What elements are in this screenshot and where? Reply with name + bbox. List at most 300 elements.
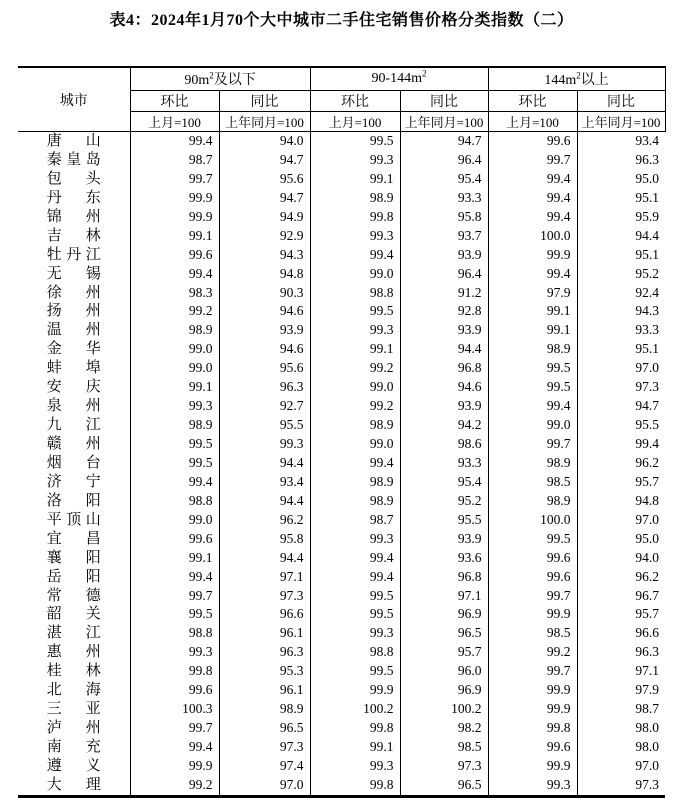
city-name-text: 泸州 (46, 720, 101, 737)
index-value: 99.5 (310, 605, 400, 624)
index-value: 98.8 (130, 492, 219, 511)
city-name-text: 惠州 (46, 644, 101, 661)
group-header-144-above-suffix: 以上 (580, 73, 609, 88)
superscript-2: 2 (422, 68, 427, 79)
city-name-text: 襄阳 (46, 549, 101, 566)
index-value: 99.6 (130, 681, 219, 700)
index-value: 99.0 (310, 435, 400, 454)
table-row (18, 151, 665, 170)
index-value: 96.2 (577, 568, 665, 587)
table-row (18, 170, 665, 189)
index-value: 95.2 (577, 265, 665, 284)
superscript-2: 2 (209, 70, 214, 81)
index-value: 94.2 (400, 416, 488, 435)
index-value: 99.0 (130, 359, 219, 378)
city-name-text: 牡丹江 (46, 246, 101, 263)
city-name-text: 温州 (46, 322, 101, 339)
index-value: 98.7 (310, 511, 400, 530)
index-value: 99.6 (488, 549, 577, 568)
city-name-text: 平顶山 (46, 511, 101, 528)
index-value: 96.8 (400, 568, 488, 587)
index-value: 97.1 (219, 568, 310, 587)
index-value: 99.7 (130, 587, 219, 606)
index-value: 99.0 (310, 378, 400, 397)
city-name-text: 常德 (46, 587, 101, 604)
index-value: 98.9 (130, 416, 219, 435)
table-row (18, 284, 665, 303)
city-name (18, 151, 130, 170)
table-row (18, 359, 665, 378)
index-value: 98.9 (310, 473, 400, 492)
index-value: 96.1 (219, 624, 310, 643)
base-mom-144-above: 上月=100 (488, 112, 577, 132)
index-value: 94.8 (577, 492, 665, 511)
index-value: 99.7 (488, 435, 577, 454)
index-value: 94.4 (577, 227, 665, 246)
table-row (18, 473, 665, 492)
index-value: 95.5 (219, 416, 310, 435)
index-value: 98.8 (130, 624, 219, 643)
group-header-90-and-below-suffix: 及以下 (213, 73, 256, 88)
index-value: 95.7 (577, 473, 665, 492)
city-name-text: 烟台 (46, 454, 101, 471)
index-value: 99.8 (310, 208, 400, 227)
index-value: 98.5 (488, 473, 577, 492)
table-row (18, 208, 665, 227)
index-value: 100.2 (400, 700, 488, 719)
table-row (18, 511, 665, 530)
index-value: 99.4 (130, 738, 219, 757)
city-name-text: 湛江 (46, 625, 101, 642)
index-value: 95.8 (219, 530, 310, 549)
index-value: 91.2 (400, 284, 488, 303)
index-value: 98.8 (310, 284, 400, 303)
city-name-text: 丹东 (46, 189, 101, 206)
table-row (18, 302, 665, 321)
page-title: 表4：2024年1月70个大中城市二手住宅销售价格分类指数（二） (109, 12, 574, 29)
city-name (18, 246, 130, 265)
index-value: 96.6 (577, 624, 665, 643)
city-name-text: 秦皇岛 (46, 151, 101, 168)
group-header-90-144-text: 90-144m (371, 71, 423, 86)
city-name (18, 284, 130, 303)
index-value: 94.0 (577, 549, 665, 568)
index-value: 94.6 (219, 340, 310, 359)
index-value: 99.6 (130, 530, 219, 549)
index-value: 99.0 (130, 511, 219, 530)
index-value: 99.3 (310, 530, 400, 549)
index-value: 97.4 (219, 757, 310, 776)
index-value: 93.3 (577, 321, 665, 340)
group-header-90-and-below-text: 90m (184, 73, 210, 88)
index-value: 99.7 (130, 170, 219, 189)
table-row (18, 492, 665, 511)
city-name (18, 265, 130, 284)
index-value: 99.3 (310, 757, 400, 776)
index-value: 93.3 (400, 454, 488, 473)
table-row (18, 738, 665, 757)
subheader-yoy-90-144: 同比 (400, 91, 488, 112)
index-value: 99.4 (488, 208, 577, 227)
city-name (18, 681, 130, 700)
index-value: 98.5 (488, 624, 577, 643)
index-value: 95.2 (400, 492, 488, 511)
index-value: 99.1 (488, 321, 577, 340)
city-name-text: 北海 (46, 682, 101, 699)
index-value: 94.7 (219, 151, 310, 170)
city-name (18, 227, 130, 246)
index-value: 99.5 (130, 435, 219, 454)
index-value: 99.7 (130, 719, 219, 738)
table-row (18, 227, 665, 246)
index-value: 94.4 (219, 549, 310, 568)
city-name (18, 530, 130, 549)
index-value: 99.9 (488, 757, 577, 776)
index-value: 97.3 (219, 587, 310, 606)
subheader-mom-144-above: 环比 (488, 91, 577, 112)
city-name (18, 359, 130, 378)
city-name-text: 无锡 (46, 265, 101, 282)
city-name (18, 776, 130, 796)
city-name (18, 511, 130, 530)
index-value: 93.4 (219, 473, 310, 492)
city-name (18, 624, 130, 643)
index-value: 97.3 (577, 378, 665, 397)
index-value: 96.7 (577, 587, 665, 606)
city-name-text: 包头 (46, 170, 101, 187)
city-name-text: 三亚 (46, 701, 101, 718)
city-name (18, 587, 130, 606)
index-value: 94.6 (219, 302, 310, 321)
group-header-90-and-below (130, 67, 310, 91)
index-value: 94.6 (400, 378, 488, 397)
city-name-text: 九江 (46, 417, 101, 434)
table-row (18, 340, 665, 359)
index-value: 99.0 (310, 265, 400, 284)
index-value: 97.9 (488, 284, 577, 303)
index-value: 98.9 (310, 189, 400, 208)
index-value: 99.9 (488, 700, 577, 719)
column-header-city: 城市 (18, 67, 130, 132)
index-value: 99.9 (488, 681, 577, 700)
index-value: 99.2 (488, 643, 577, 662)
index-value: 94.7 (400, 132, 488, 151)
index-value: 94.4 (400, 340, 488, 359)
index-value: 96.3 (577, 643, 665, 662)
city-name (18, 340, 130, 359)
index-value: 93.9 (400, 397, 488, 416)
city-name (18, 757, 130, 776)
index-value: 98.0 (577, 738, 665, 757)
index-value: 93.9 (219, 321, 310, 340)
index-value: 94.8 (219, 265, 310, 284)
index-value: 97.3 (400, 757, 488, 776)
index-value: 99.3 (488, 776, 577, 796)
index-value: 99.3 (310, 151, 400, 170)
table-row (18, 587, 665, 606)
city-name (18, 170, 130, 189)
index-value: 98.9 (488, 492, 577, 511)
index-value: 95.5 (577, 416, 665, 435)
index-value: 99.5 (130, 454, 219, 473)
index-value: 94.4 (219, 454, 310, 473)
index-value: 98.7 (130, 151, 219, 170)
index-value: 97.9 (577, 681, 665, 700)
city-name-text: 赣州 (46, 436, 101, 452)
index-value: 99.0 (130, 340, 219, 359)
city-name (18, 662, 130, 681)
table-row (18, 549, 665, 568)
index-value: 99.2 (130, 302, 219, 321)
index-value: 93.9 (400, 530, 488, 549)
index-value: 98.3 (130, 284, 219, 303)
index-value: 99.4 (310, 568, 400, 587)
index-value: 100.0 (488, 511, 577, 530)
index-value: 99.1 (130, 227, 219, 246)
index-value: 95.7 (400, 643, 488, 662)
index-value: 95.6 (219, 170, 310, 189)
table-row (18, 605, 665, 624)
index-value: 99.4 (130, 473, 219, 492)
index-value: 99.2 (130, 776, 219, 796)
index-value: 97.0 (219, 776, 310, 796)
index-value: 99.5 (488, 359, 577, 378)
index-value: 93.6 (400, 549, 488, 568)
index-value: 99.4 (577, 435, 665, 454)
index-value: 95.1 (577, 340, 665, 359)
base-yoy-90-144: 上年同月=100 (400, 112, 488, 132)
index-value: 99.6 (488, 738, 577, 757)
index-value: 99.5 (310, 662, 400, 681)
index-value: 93.4 (577, 132, 665, 151)
index-value: 97.0 (577, 511, 665, 530)
base-mom-90-below: 上月=100 (130, 112, 219, 132)
index-value: 99.8 (130, 662, 219, 681)
index-value: 99.6 (488, 568, 577, 587)
table-body (18, 132, 665, 797)
index-value: 99.3 (310, 624, 400, 643)
index-value: 92.4 (577, 284, 665, 303)
table-row (18, 435, 665, 454)
index-value: 99.8 (310, 776, 400, 796)
index-value: 97.0 (577, 757, 665, 776)
city-name (18, 738, 130, 757)
table-row (18, 321, 665, 340)
index-value: 93.3 (400, 189, 488, 208)
city-name-text: 岳阳 (46, 568, 101, 585)
city-name (18, 435, 130, 454)
city-name (18, 378, 130, 397)
city-name (18, 208, 130, 227)
index-value: 99.9 (130, 189, 219, 208)
city-name-text: 安庆 (46, 379, 101, 396)
index-value: 99.2 (310, 359, 400, 378)
index-value: 99.4 (488, 265, 577, 284)
index-value: 98.9 (488, 340, 577, 359)
index-value: 92.8 (400, 302, 488, 321)
table-row (18, 397, 665, 416)
city-name (18, 473, 130, 492)
index-value: 99.2 (310, 397, 400, 416)
index-value: 95.1 (577, 246, 665, 265)
city-name (18, 549, 130, 568)
city-name (18, 132, 130, 151)
index-value: 98.9 (310, 492, 400, 511)
city-name-text: 徐州 (46, 284, 101, 301)
index-value: 98.8 (310, 643, 400, 662)
index-value: 99.4 (310, 246, 400, 265)
index-value: 100.3 (130, 700, 219, 719)
table-row (18, 530, 665, 549)
index-value: 98.9 (219, 700, 310, 719)
index-value: 99.8 (488, 719, 577, 738)
index-value: 99.0 (488, 416, 577, 435)
index-value: 98.6 (400, 435, 488, 454)
city-name-text: 泉州 (46, 398, 101, 415)
index-value: 99.3 (310, 227, 400, 246)
table-row (18, 132, 665, 151)
index-value: 99.4 (130, 568, 219, 587)
index-value: 96.8 (400, 359, 488, 378)
city-name (18, 302, 130, 321)
superscript-2: 2 (576, 70, 581, 81)
index-value: 99.4 (488, 397, 577, 416)
index-value: 99.4 (130, 265, 219, 284)
index-value: 99.9 (310, 681, 400, 700)
index-value: 99.7 (488, 151, 577, 170)
index-value: 99.1 (130, 378, 219, 397)
subheader-yoy-144-above: 同比 (577, 91, 665, 112)
index-value: 95.3 (219, 662, 310, 681)
index-value: 95.0 (577, 170, 665, 189)
index-value: 98.0 (577, 719, 665, 738)
index-value: 94.7 (577, 397, 665, 416)
subheader-mom-90-144: 环比 (310, 91, 400, 112)
index-value: 98.2 (400, 719, 488, 738)
table-row (18, 643, 665, 662)
index-value: 95.5 (400, 511, 488, 530)
city-name (18, 397, 130, 416)
city-name (18, 568, 130, 587)
city-name-text: 遵义 (46, 757, 101, 774)
index-value: 93.7 (400, 227, 488, 246)
index-value: 99.5 (310, 302, 400, 321)
index-value: 96.9 (400, 605, 488, 624)
index-value: 92.9 (219, 227, 310, 246)
group-header-144-above (488, 67, 665, 91)
index-value: 95.4 (400, 473, 488, 492)
table-row (18, 246, 665, 265)
index-value: 98.9 (488, 454, 577, 473)
table-header (18, 67, 665, 132)
index-value: 96.3 (219, 643, 310, 662)
index-value: 96.4 (400, 151, 488, 170)
city-name (18, 189, 130, 208)
city-name (18, 454, 130, 473)
index-value: 95.7 (577, 605, 665, 624)
index-value: 99.9 (488, 605, 577, 624)
index-value: 96.5 (400, 776, 488, 796)
index-value: 99.4 (488, 189, 577, 208)
table-row (18, 378, 665, 397)
index-value: 96.1 (219, 681, 310, 700)
index-value: 99.3 (219, 435, 310, 454)
index-value: 96.5 (219, 719, 310, 738)
base-mom-90-144: 上月=100 (310, 112, 400, 132)
index-value: 99.5 (310, 132, 400, 151)
index-value: 99.5 (488, 530, 577, 549)
index-value: 94.7 (219, 189, 310, 208)
city-name (18, 719, 130, 738)
index-value: 93.9 (400, 321, 488, 340)
city-name-text: 扬州 (46, 303, 101, 320)
index-value: 99.3 (130, 643, 219, 662)
index-value: 99.6 (130, 246, 219, 265)
index-value: 99.3 (310, 321, 400, 340)
city-name (18, 416, 130, 435)
index-value: 96.4 (400, 265, 488, 284)
index-value: 99.1 (130, 549, 219, 568)
table-row (18, 454, 665, 473)
index-value: 99.1 (488, 302, 577, 321)
index-value: 100.0 (488, 227, 577, 246)
base-yoy-90-below: 上年同月=100 (219, 112, 310, 132)
index-value: 95.0 (577, 530, 665, 549)
index-value: 99.4 (130, 132, 219, 151)
index-value: 93.9 (400, 246, 488, 265)
city-name-text: 大理 (46, 776, 101, 793)
index-value: 96.9 (400, 681, 488, 700)
city-name-text: 蚌埠 (46, 360, 101, 377)
city-name (18, 605, 130, 624)
index-value: 96.5 (400, 624, 488, 643)
index-value: 99.9 (130, 757, 219, 776)
table-row (18, 416, 665, 435)
index-value: 95.6 (219, 359, 310, 378)
index-value: 95.4 (400, 170, 488, 189)
city-name-text: 锦州 (46, 208, 101, 225)
index-value: 96.2 (577, 454, 665, 473)
subheader-mom-90-below: 环比 (130, 91, 219, 112)
index-value: 99.5 (310, 587, 400, 606)
index-value: 97.3 (577, 776, 665, 796)
index-value: 99.5 (488, 378, 577, 397)
index-value: 98.5 (400, 738, 488, 757)
index-value: 99.9 (488, 246, 577, 265)
city-name-text: 吉林 (46, 227, 101, 244)
city-name (18, 700, 130, 719)
index-value: 95.8 (400, 208, 488, 227)
index-value: 99.1 (310, 340, 400, 359)
index-value: 99.9 (130, 208, 219, 227)
city-name (18, 643, 130, 662)
index-value: 94.3 (577, 302, 665, 321)
index-value: 94.3 (219, 246, 310, 265)
index-value: 96.3 (219, 378, 310, 397)
index-value: 97.3 (219, 738, 310, 757)
index-value: 96.3 (577, 151, 665, 170)
header-row-groups (18, 67, 665, 91)
table-row (18, 189, 665, 208)
index-value: 99.8 (310, 719, 400, 738)
index-value: 99.1 (310, 170, 400, 189)
table-row (18, 700, 665, 719)
table-row (18, 568, 665, 587)
index-value: 99.3 (130, 397, 219, 416)
base-yoy-144-above: 上年同月=100 (577, 112, 665, 132)
table-row (18, 681, 665, 700)
index-value: 99.4 (310, 549, 400, 568)
